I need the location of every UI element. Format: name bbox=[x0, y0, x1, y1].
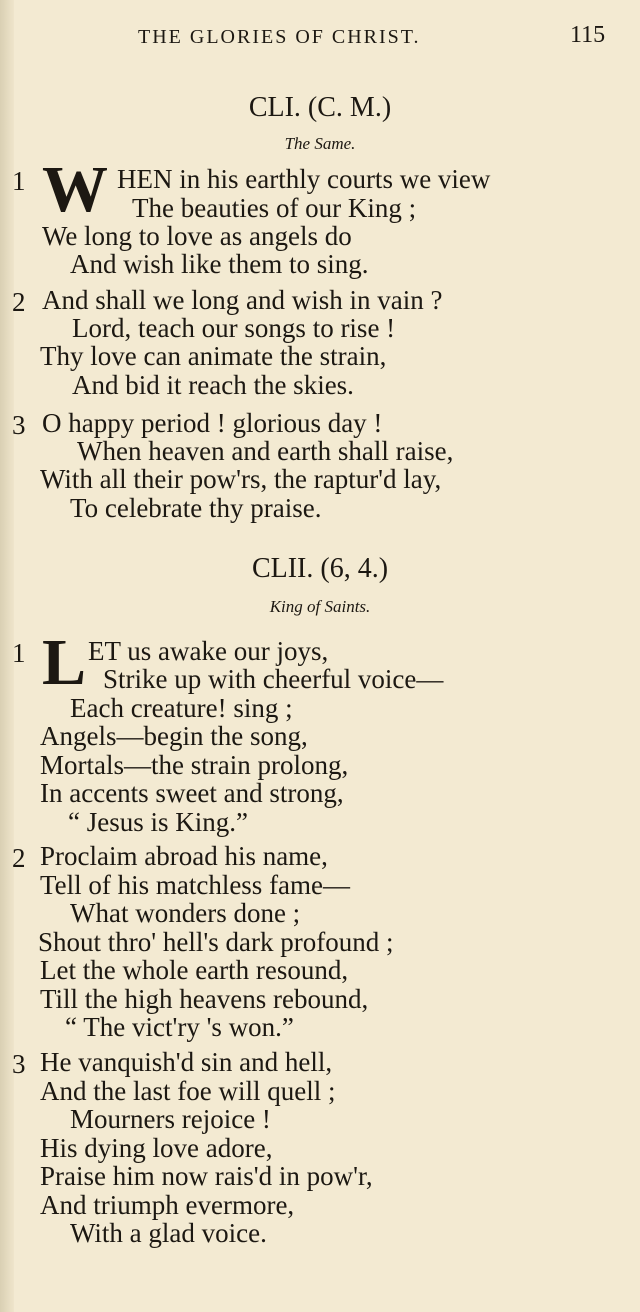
stanza-number: 2 bbox=[12, 843, 26, 873]
hymn-subtitle: King of Saints. bbox=[269, 597, 371, 616]
verse-line: And bid it reach the skies. bbox=[72, 370, 354, 400]
verse-line: Shout thro' hell's dark profound ; bbox=[38, 927, 394, 957]
stanza-number: 3 bbox=[12, 410, 26, 440]
stanza-number: 1 bbox=[12, 638, 26, 668]
page-header bbox=[0, 22, 640, 52]
verse-line: He vanquish'd sin and hell, bbox=[40, 1047, 333, 1077]
verse-line: “ Jesus is King.” bbox=[68, 807, 248, 837]
verse-line: And wish like them to sing. bbox=[70, 249, 369, 279]
verse-line: And shall we long and wish in vain ? bbox=[42, 285, 443, 315]
page-number: 115 bbox=[570, 22, 606, 48]
verse-line: Tell of his matchless fame— bbox=[40, 870, 351, 900]
stanza-number: 3 bbox=[12, 1049, 26, 1079]
stanza-number: 1 bbox=[12, 166, 26, 196]
verse-line: Lord, teach our songs to rise ! bbox=[72, 313, 396, 343]
verse-line: And the last foe will quell ; bbox=[40, 1076, 336, 1106]
verse-line: The beauties of our King ; bbox=[132, 193, 417, 223]
verse-line: In accents sweet and strong, bbox=[40, 778, 344, 808]
verse-line: When heaven and earth shall raise, bbox=[77, 436, 454, 466]
verse-line: ET us awake our joys, bbox=[88, 636, 329, 666]
verse-line: With a glad voice. bbox=[70, 1218, 267, 1248]
verse-line: “ The vict'ry 's won.” bbox=[65, 1012, 294, 1042]
drop-cap: W bbox=[42, 153, 108, 226]
verse-line: HEN in his earthly courts we view bbox=[117, 164, 491, 194]
hymn-subtitle: The Same. bbox=[284, 134, 356, 153]
verse-line: His dying love adore, bbox=[40, 1133, 273, 1163]
drop-cap: L bbox=[42, 626, 87, 699]
verse-line: Thy love can animate the strain, bbox=[40, 341, 387, 371]
verse-line: Strike up with cheerful voice— bbox=[103, 664, 444, 694]
hymn-title: CLI. (C. M.) bbox=[248, 92, 392, 123]
verse-line: Proclaim abroad his name, bbox=[40, 841, 328, 871]
verse-line: We long to love as angels do bbox=[42, 221, 352, 251]
verse-line: Each creature! sing ; bbox=[70, 693, 293, 723]
verse-line: Praise him now rais'd in pow'r, bbox=[40, 1161, 373, 1191]
stanza-number: 2 bbox=[12, 287, 26, 317]
verse-line: O happy period ! glorious day ! bbox=[42, 408, 383, 438]
verse-line: Mortals—the strain prolong, bbox=[40, 750, 349, 780]
verse-line: With all their pow'rs, the raptur'd lay, bbox=[40, 464, 442, 494]
hymn-title: CLII. (6, 4.) bbox=[251, 553, 389, 584]
verse-line: Till the high heavens rebound, bbox=[40, 984, 369, 1014]
verse-line: And triumph evermore, bbox=[40, 1190, 295, 1220]
verse-line: Angels—begin the song, bbox=[40, 721, 308, 751]
running-title: THE GLORIES OF CHRIST. bbox=[138, 26, 421, 48]
verse-line: To celebrate thy praise. bbox=[70, 493, 322, 523]
verse-line: Mourners rejoice ! bbox=[70, 1104, 271, 1134]
verse-line: Let the whole earth resound, bbox=[40, 955, 349, 985]
verse-line: What wonders done ; bbox=[70, 898, 301, 928]
